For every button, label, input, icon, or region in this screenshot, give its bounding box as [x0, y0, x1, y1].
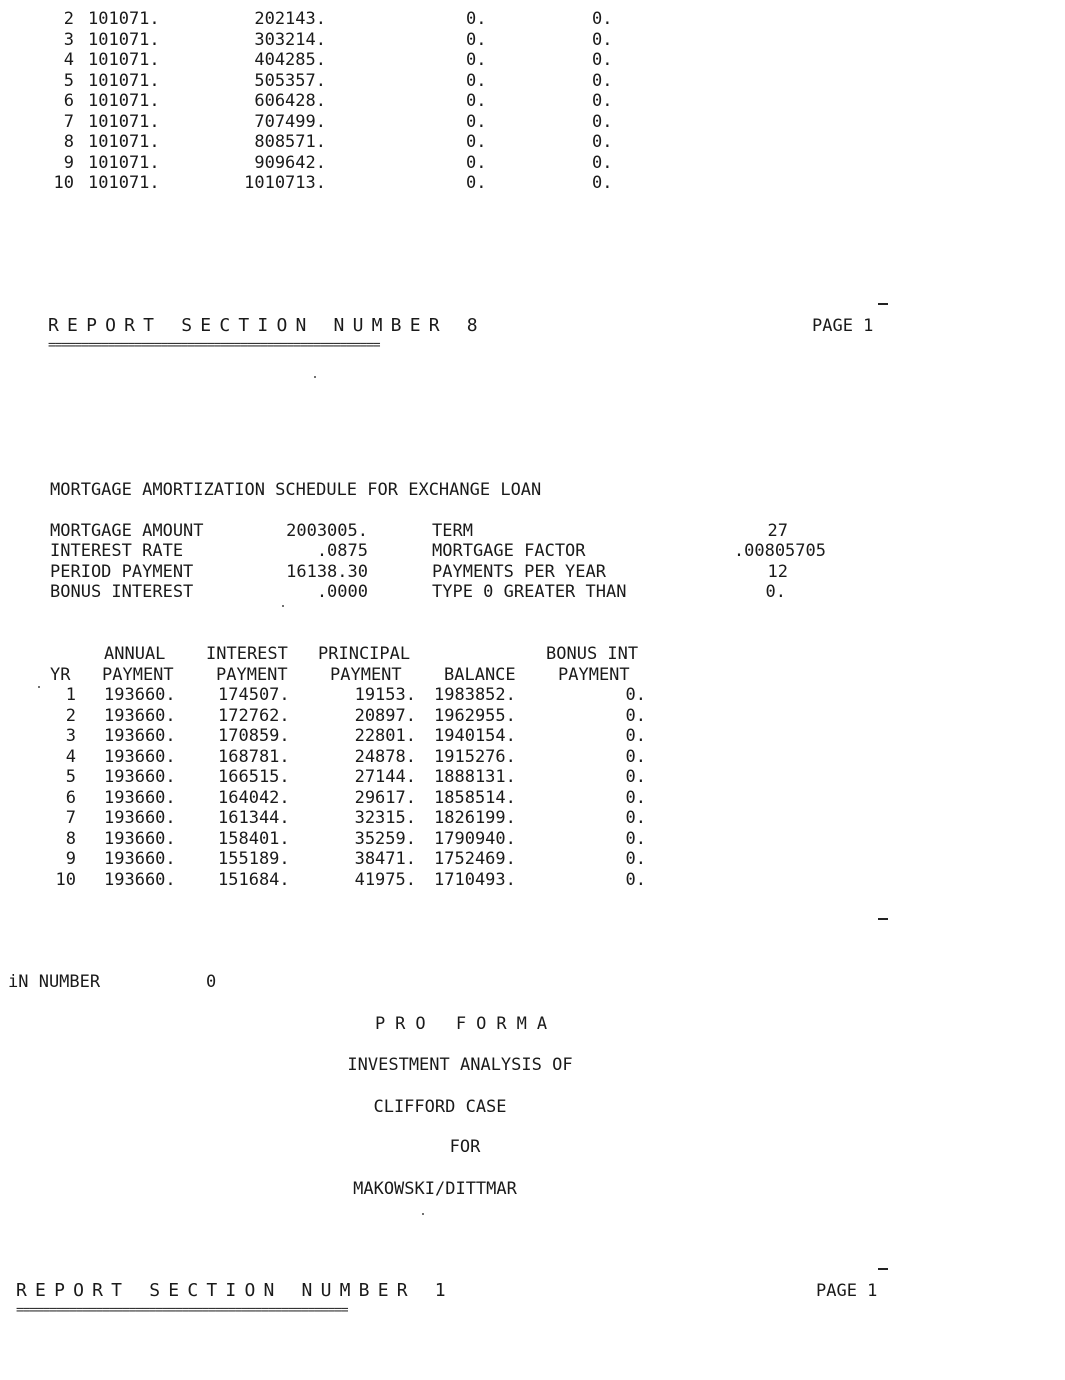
table-row: [0, 726, 700, 747]
header-balance: BALANCE: [444, 665, 516, 685]
page-number: PAGE 1: [812, 316, 874, 336]
row-number: 2: [63, 9, 74, 29]
table-row: [0, 112, 700, 133]
cell-annual-payment: 193660.: [104, 849, 176, 869]
cell-payment: 101071.: [88, 50, 160, 70]
row-number: 4: [63, 50, 74, 70]
cell-payment: 101071.: [88, 152, 160, 173]
for-line: FOR: [449, 1137, 481, 1157]
interest-rate-label: INTEREST RATE: [50, 541, 184, 561]
cell-principal-payment: 24878.: [354, 746, 416, 767]
cell-annual-payment: 193660.: [104, 787, 176, 808]
cell-zero: 0.: [592, 91, 613, 111]
cell-interest-payment: 151684.: [218, 869, 290, 890]
cell-interest-payment: 168781.: [218, 746, 290, 767]
page-tick: [878, 918, 888, 920]
cell-zero: 0.: [466, 70, 487, 91]
table-row: [0, 30, 700, 51]
cell-payment: 101071.: [88, 91, 160, 111]
cell-cumulative: 909642.: [254, 152, 326, 173]
speck: [314, 376, 316, 378]
cell-bonus-payment: 0.: [625, 767, 646, 787]
cell-interest-payment: 158401.: [218, 828, 290, 849]
cell-balance: 1752469.: [434, 849, 516, 869]
cell-cumulative: 808571.: [254, 132, 326, 152]
cell-zero: 0.: [592, 50, 613, 70]
header-bonus-int: BONUS INT: [546, 644, 639, 664]
cell-interest-payment: 170859.: [218, 726, 290, 746]
cell-balance: 1962955.: [434, 705, 516, 726]
header-interest: INTEREST: [206, 644, 288, 664]
type-label: TYPE 0 GREATER THAN: [432, 582, 627, 602]
row-number: 3: [63, 29, 74, 50]
payments-per-year-label: PAYMENTS PER YEAR: [432, 562, 606, 582]
cell-cumulative: 404285.: [254, 50, 326, 70]
cell-cumulative: 1010713.: [244, 173, 326, 193]
cell-zero: 0.: [466, 29, 487, 50]
cell-bonus-payment: 0.: [625, 746, 646, 767]
cell-annual-payment: 193660.: [104, 767, 176, 787]
header-annual: ANNUAL: [104, 644, 166, 664]
page-number: PAGE 1: [816, 1281, 878, 1301]
table-row: [0, 9, 700, 30]
table-row: [0, 153, 700, 174]
cell-payment: 101071.: [88, 70, 160, 91]
mortgage-factor-value: .00805705: [733, 541, 826, 561]
header-principal: PRINCIPAL: [318, 644, 411, 664]
cell-year: 4: [65, 746, 76, 767]
cell-zero: 0.: [592, 9, 613, 29]
cell-bonus-payment: 0.: [625, 705, 646, 726]
header-yr: YR: [50, 665, 71, 685]
cell-year: 3: [65, 726, 76, 746]
cell-balance: 1888131.: [434, 767, 516, 787]
cell-zero: 0.: [592, 70, 613, 91]
cell-year: 5: [65, 767, 76, 787]
cell-year: 7: [65, 808, 76, 828]
cell-annual-payment: 193660.: [104, 746, 176, 767]
speck: [282, 605, 284, 607]
table-row: [0, 50, 700, 71]
cell-bonus-payment: 0.: [625, 869, 646, 890]
cell-bonus-payment: 0.: [625, 828, 646, 849]
cell-principal-payment: 38471.: [354, 849, 416, 869]
cell-zero: 0.: [466, 173, 487, 193]
interest-rate-value: .0875: [316, 541, 368, 561]
cell-principal-payment: 32315.: [354, 808, 416, 828]
top-table: [0, 9, 700, 199]
cell-zero: 0.: [466, 50, 487, 70]
investment-analysis-line: INVESTMENT ANALYSIS OF: [347, 1055, 573, 1075]
cell-cumulative: 505357.: [254, 70, 326, 91]
section-1-heading: REPORT SECTION NUMBER 1: [16, 1280, 454, 1301]
cell-interest-payment: 174507.: [218, 685, 290, 705]
payments-per-year-value: 12: [767, 562, 788, 582]
property-name: CLIFFORD CASE: [373, 1097, 507, 1117]
period-payment-label: PERIOD PAYMENT: [50, 562, 194, 582]
cell-zero: 0.: [592, 29, 613, 50]
cell-balance: 1915276.: [434, 746, 516, 767]
table-row: [0, 91, 700, 112]
table-row: [0, 132, 700, 153]
cell-interest-payment: 155189.: [218, 849, 290, 869]
amortization-table: [0, 685, 700, 895]
cell-payment: 101071.: [88, 132, 160, 152]
bonus-interest-value: .0000: [316, 582, 368, 602]
pro-forma-title: PRO FORMA: [374, 1014, 558, 1034]
cell-annual-payment: 193660.: [104, 726, 176, 746]
cell-interest-payment: 172762.: [218, 705, 290, 726]
cell-annual-payment: 193660.: [104, 808, 176, 828]
cell-balance: 1826199.: [434, 808, 516, 828]
speck: [422, 1213, 424, 1215]
cell-year: 8: [65, 828, 76, 849]
cell-bonus-payment: 0.: [625, 787, 646, 808]
cell-interest-payment: 164042.: [218, 787, 290, 808]
term-label: TERM: [432, 521, 473, 541]
cell-balance: 1710493.: [434, 869, 516, 890]
cell-zero: 0.: [466, 9, 487, 29]
cell-balance: 1858514.: [434, 787, 516, 808]
cell-payment: 101071.: [88, 9, 160, 29]
cell-balance: 1940154.: [434, 726, 516, 746]
header-bonus-payment: PAYMENT: [558, 665, 630, 685]
cell-payment: 101071.: [88, 111, 160, 132]
cell-zero: 0.: [592, 152, 613, 173]
cell-zero: 0.: [592, 111, 613, 132]
cell-year: 10: [55, 869, 76, 890]
period-payment-value: 16138.30: [286, 562, 368, 582]
cell-year: 1: [65, 685, 76, 705]
cell-bonus-payment: 0.: [625, 808, 646, 828]
cell-zero: 0.: [466, 152, 487, 173]
run-number-value: 0: [206, 972, 217, 992]
cell-principal-payment: 35259.: [354, 828, 416, 849]
cell-payment: 101071.: [88, 29, 160, 50]
cell-zero: 0.: [592, 173, 613, 193]
cell-bonus-payment: 0.: [625, 849, 646, 869]
table-row: [0, 849, 700, 870]
section-rule: ==================================================: [16, 1303, 348, 1318]
page-tick: [878, 1268, 888, 1270]
cell-annual-payment: 193660.: [104, 828, 176, 849]
term-value: 27: [767, 521, 788, 541]
cell-cumulative: 606428.: [254, 91, 326, 111]
table-row: [0, 747, 700, 768]
cell-annual-payment: 193660.: [104, 685, 176, 705]
section-rule: ==================================================: [48, 338, 380, 353]
client-name: MAKOWSKI/DITTMAR: [353, 1179, 517, 1199]
cell-principal-payment: 29617.: [354, 787, 416, 808]
cell-balance: 1983852.: [434, 685, 516, 705]
cell-zero: 0.: [466, 132, 487, 152]
table-row: [0, 788, 700, 809]
cell-bonus-payment: 0.: [625, 726, 646, 746]
run-number-label: iN NUMBER: [8, 972, 101, 992]
header-principal-payment: PAYMENT: [330, 665, 402, 685]
cell-principal-payment: 41975.: [354, 869, 416, 890]
cell-principal-payment: 19153.: [354, 685, 416, 705]
table-row: [0, 829, 700, 850]
cell-zero: 0.: [592, 132, 613, 152]
page-tick: [878, 303, 888, 305]
row-number: 9: [63, 152, 74, 173]
bonus-interest-label: BONUS INTEREST: [50, 582, 194, 602]
cell-cumulative: 707499.: [254, 111, 326, 132]
table-row: [0, 173, 700, 194]
table-row: [0, 706, 700, 727]
header-annual-payment: PAYMENT: [102, 665, 174, 685]
cell-interest-payment: 161344.: [218, 808, 290, 828]
cell-payment: 101071.: [88, 173, 160, 193]
section-8-heading: REPORT SECTION NUMBER 8: [48, 315, 486, 336]
header-interest-payment: PAYMENT: [216, 665, 288, 685]
cell-cumulative: 202143.: [254, 9, 326, 29]
cell-principal-payment: 27144.: [354, 767, 416, 787]
cell-year: 9: [65, 849, 76, 869]
type-value: 0.: [765, 582, 786, 602]
cell-year: 2: [65, 705, 76, 726]
cell-zero: 0.: [466, 111, 487, 132]
cell-principal-payment: 22801.: [354, 726, 416, 746]
mortgage-amount-label: MORTGAGE AMOUNT: [50, 521, 204, 541]
cell-cumulative: 303214.: [254, 29, 326, 50]
cell-annual-payment: 193660.: [104, 869, 176, 890]
row-number: 8: [63, 132, 74, 152]
row-number: 5: [63, 70, 74, 91]
table-row: [0, 685, 700, 706]
cell-principal-payment: 20897.: [354, 705, 416, 726]
cell-annual-payment: 193660.: [104, 705, 176, 726]
mortgage-amount-value: 2003005.: [286, 521, 368, 541]
cell-interest-payment: 166515.: [218, 767, 290, 787]
table-row: [0, 808, 700, 829]
row-number: 6: [63, 91, 74, 111]
table-row: [0, 767, 700, 788]
table-row: [0, 870, 700, 891]
schedule-title: MORTGAGE AMORTIZATION SCHEDULE FOR EXCHANGE LOAN: [50, 480, 542, 500]
mortgage-factor-label: MORTGAGE FACTOR: [432, 541, 586, 561]
table-row: [0, 71, 700, 92]
cell-balance: 1790940.: [434, 828, 516, 849]
cell-zero: 0.: [466, 91, 487, 111]
cell-year: 6: [65, 787, 76, 808]
row-number: 10: [53, 173, 74, 193]
row-number: 7: [63, 111, 74, 132]
cell-bonus-payment: 0.: [625, 685, 646, 705]
